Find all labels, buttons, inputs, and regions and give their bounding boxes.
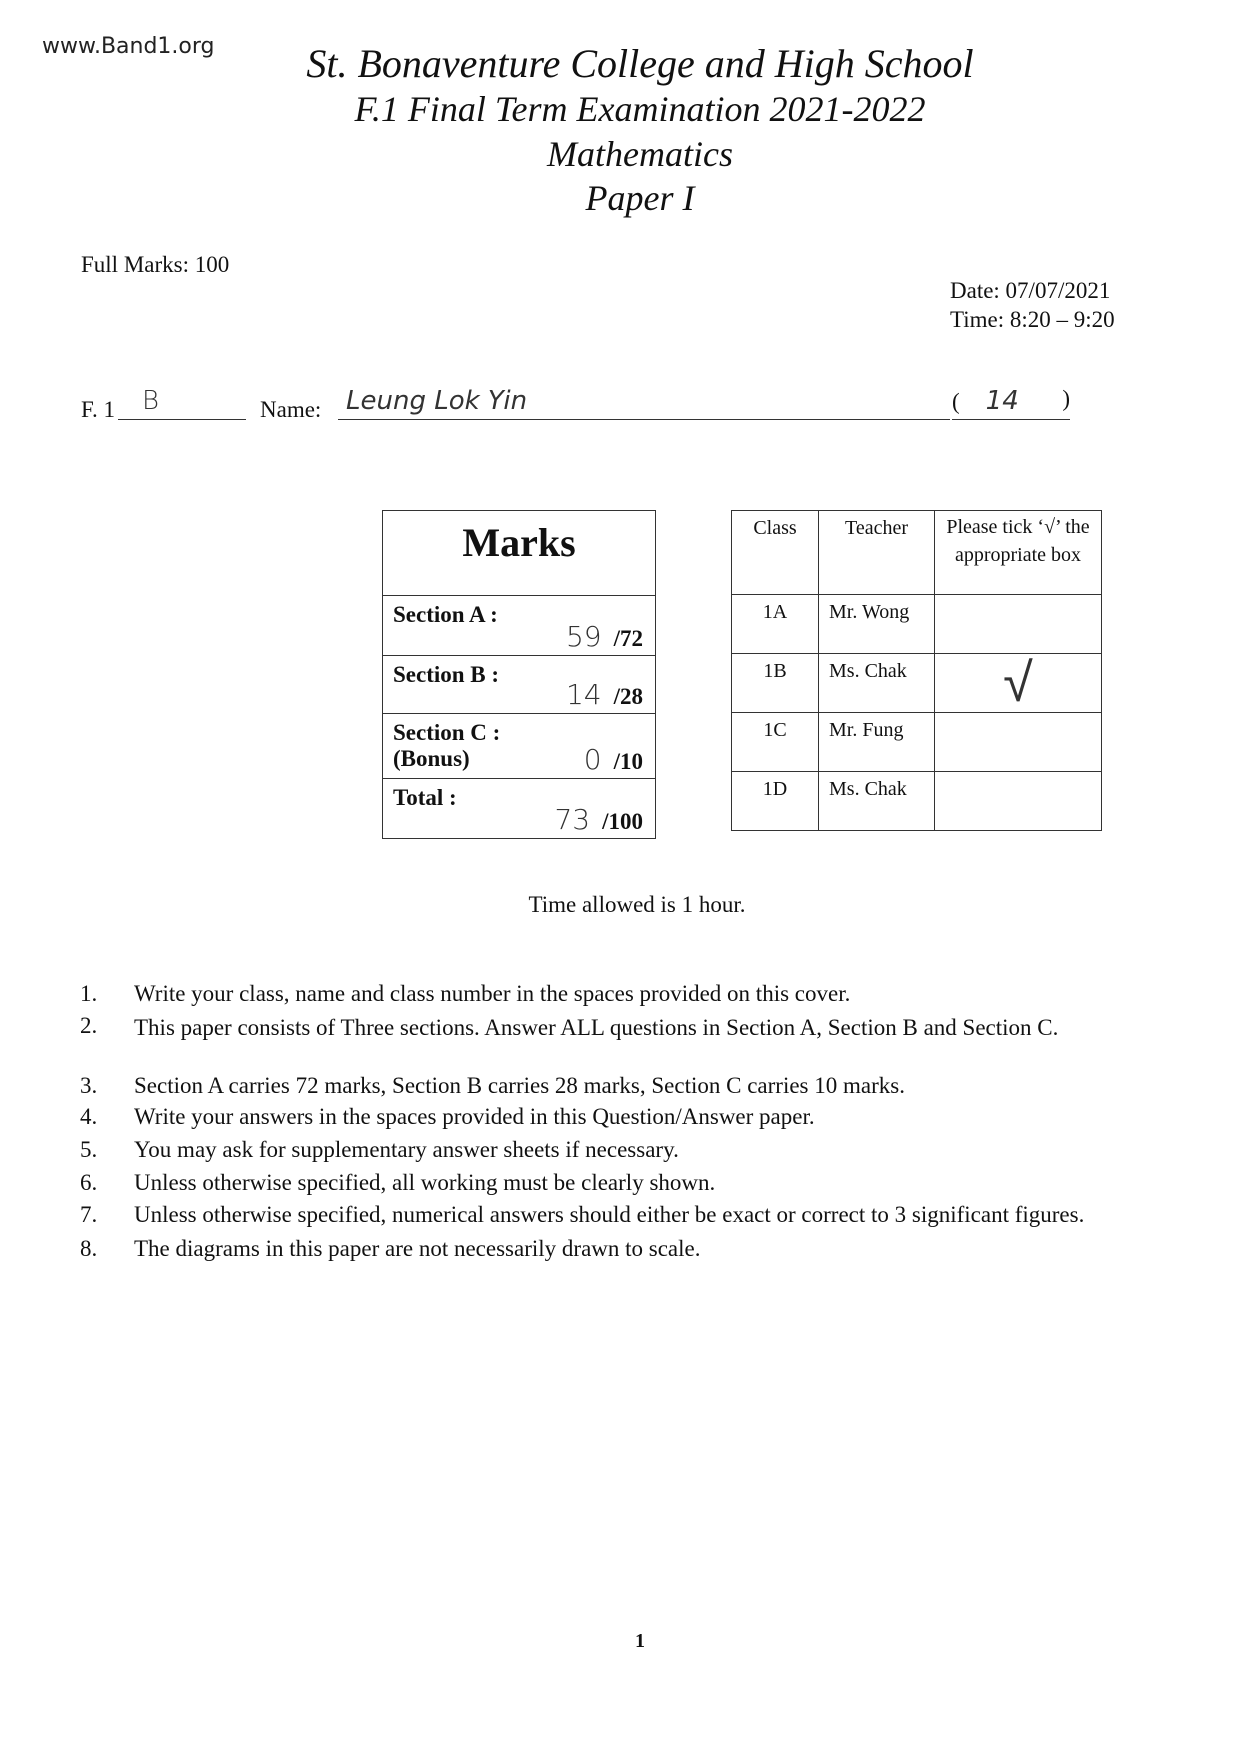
marks-row-a: Section A : 59 /72 [383,596,656,656]
tick-box[interactable] [935,595,1102,654]
table-row: 1D Ms. Chak [732,772,1102,831]
tick-box[interactable] [935,772,1102,831]
header-tick: Please tick ‘√’ the appropriate box [935,511,1102,595]
school-name: St. Bonaventure College and High School [306,41,974,86]
marks-row-c: Section C : (Bonus) 0 /10 [383,714,656,779]
class-teacher-table [731,510,1102,831]
marks-table [382,510,656,839]
class-number-field[interactable]: ( 14 ) [952,386,1070,420]
class-value: B [142,386,160,416]
marks-row-total: Total : 73 /100 [383,779,656,839]
exam-time: Time: 8:20 – 9:20 [950,307,1115,332]
time-allowed: Time allowed is 1 hour. [528,892,746,917]
marks-row-b: Section B : 14 /28 [383,656,656,714]
table-row: 1A Mr. Wong [732,595,1102,654]
exam-title: F.1 Final Term Examination 2021-2022 [354,89,926,129]
header-teacher: Teacher [819,511,935,595]
full-marks: Full Marks: 100 [81,252,230,277]
table-row: 1C Mr. Fung [732,713,1102,772]
tick-box[interactable] [935,713,1102,772]
header-class: Class [732,511,819,595]
exam-date: Date: 07/07/2021 [950,278,1111,303]
class-field[interactable] [118,386,246,420]
page-number: 1 [635,1630,645,1652]
table-row: 1B Ms. Chak √ [732,654,1102,713]
exam-cover-page: www.Band1.org St. Bonaventure College and High School F.1 Final Term Examination 2021-2022 Mathematics Paper I Full Marks: 100 Date: 07/07/2021 Time: 8:20 – 9:20 F. 1 B Name: Leung Lok Yin ( 14 ) Marks Section A : 59 /72 Section B : 14 /28 Section C : (Bonus) 0 /10 Total : 73 /100 Class Teacher Please tick ‘√’ the appropriate box 1A Mr. Wong 1B Ms. Chak √ 1C Mr. Fung 1D Ms. Chak Time allowed is 1 hour. 1. Write your class, name and class number in the spaces provided on this cover. 2. This paper consists of Three sections. Answer ALL questions in Section A, Section B and Section C. 3. Section A carries 72 marks, Section B carries 28 marks, Section C carries 10 marks. 4. Write your answers in the spaces provided in this Question/Answer paper. 5. You may ask for supplementary answer sheets if necessary. 6. Unless otherwise specified, all working must be clearly shown. 7. Unless otherwise specified, numerical answers should either be exact or correct to 3 significant figures. 8. The diagrams in this paper are not necessarily drawn to scale. 1 [0,0,1240,1754]
class-label: F. 1 [81,397,115,422]
subject: Mathematics [547,134,733,174]
tick-box[interactable]: √ [935,654,1102,713]
class-number-value: 14 [985,386,1019,416]
watermark: www.Band1.org [42,34,215,59]
name-label: Name: [260,397,322,422]
marks-title: Marks [383,511,656,596]
paper: Paper I [585,178,695,218]
name-field[interactable] [338,386,950,420]
name-value: Leung Lok Yin [346,386,528,416]
